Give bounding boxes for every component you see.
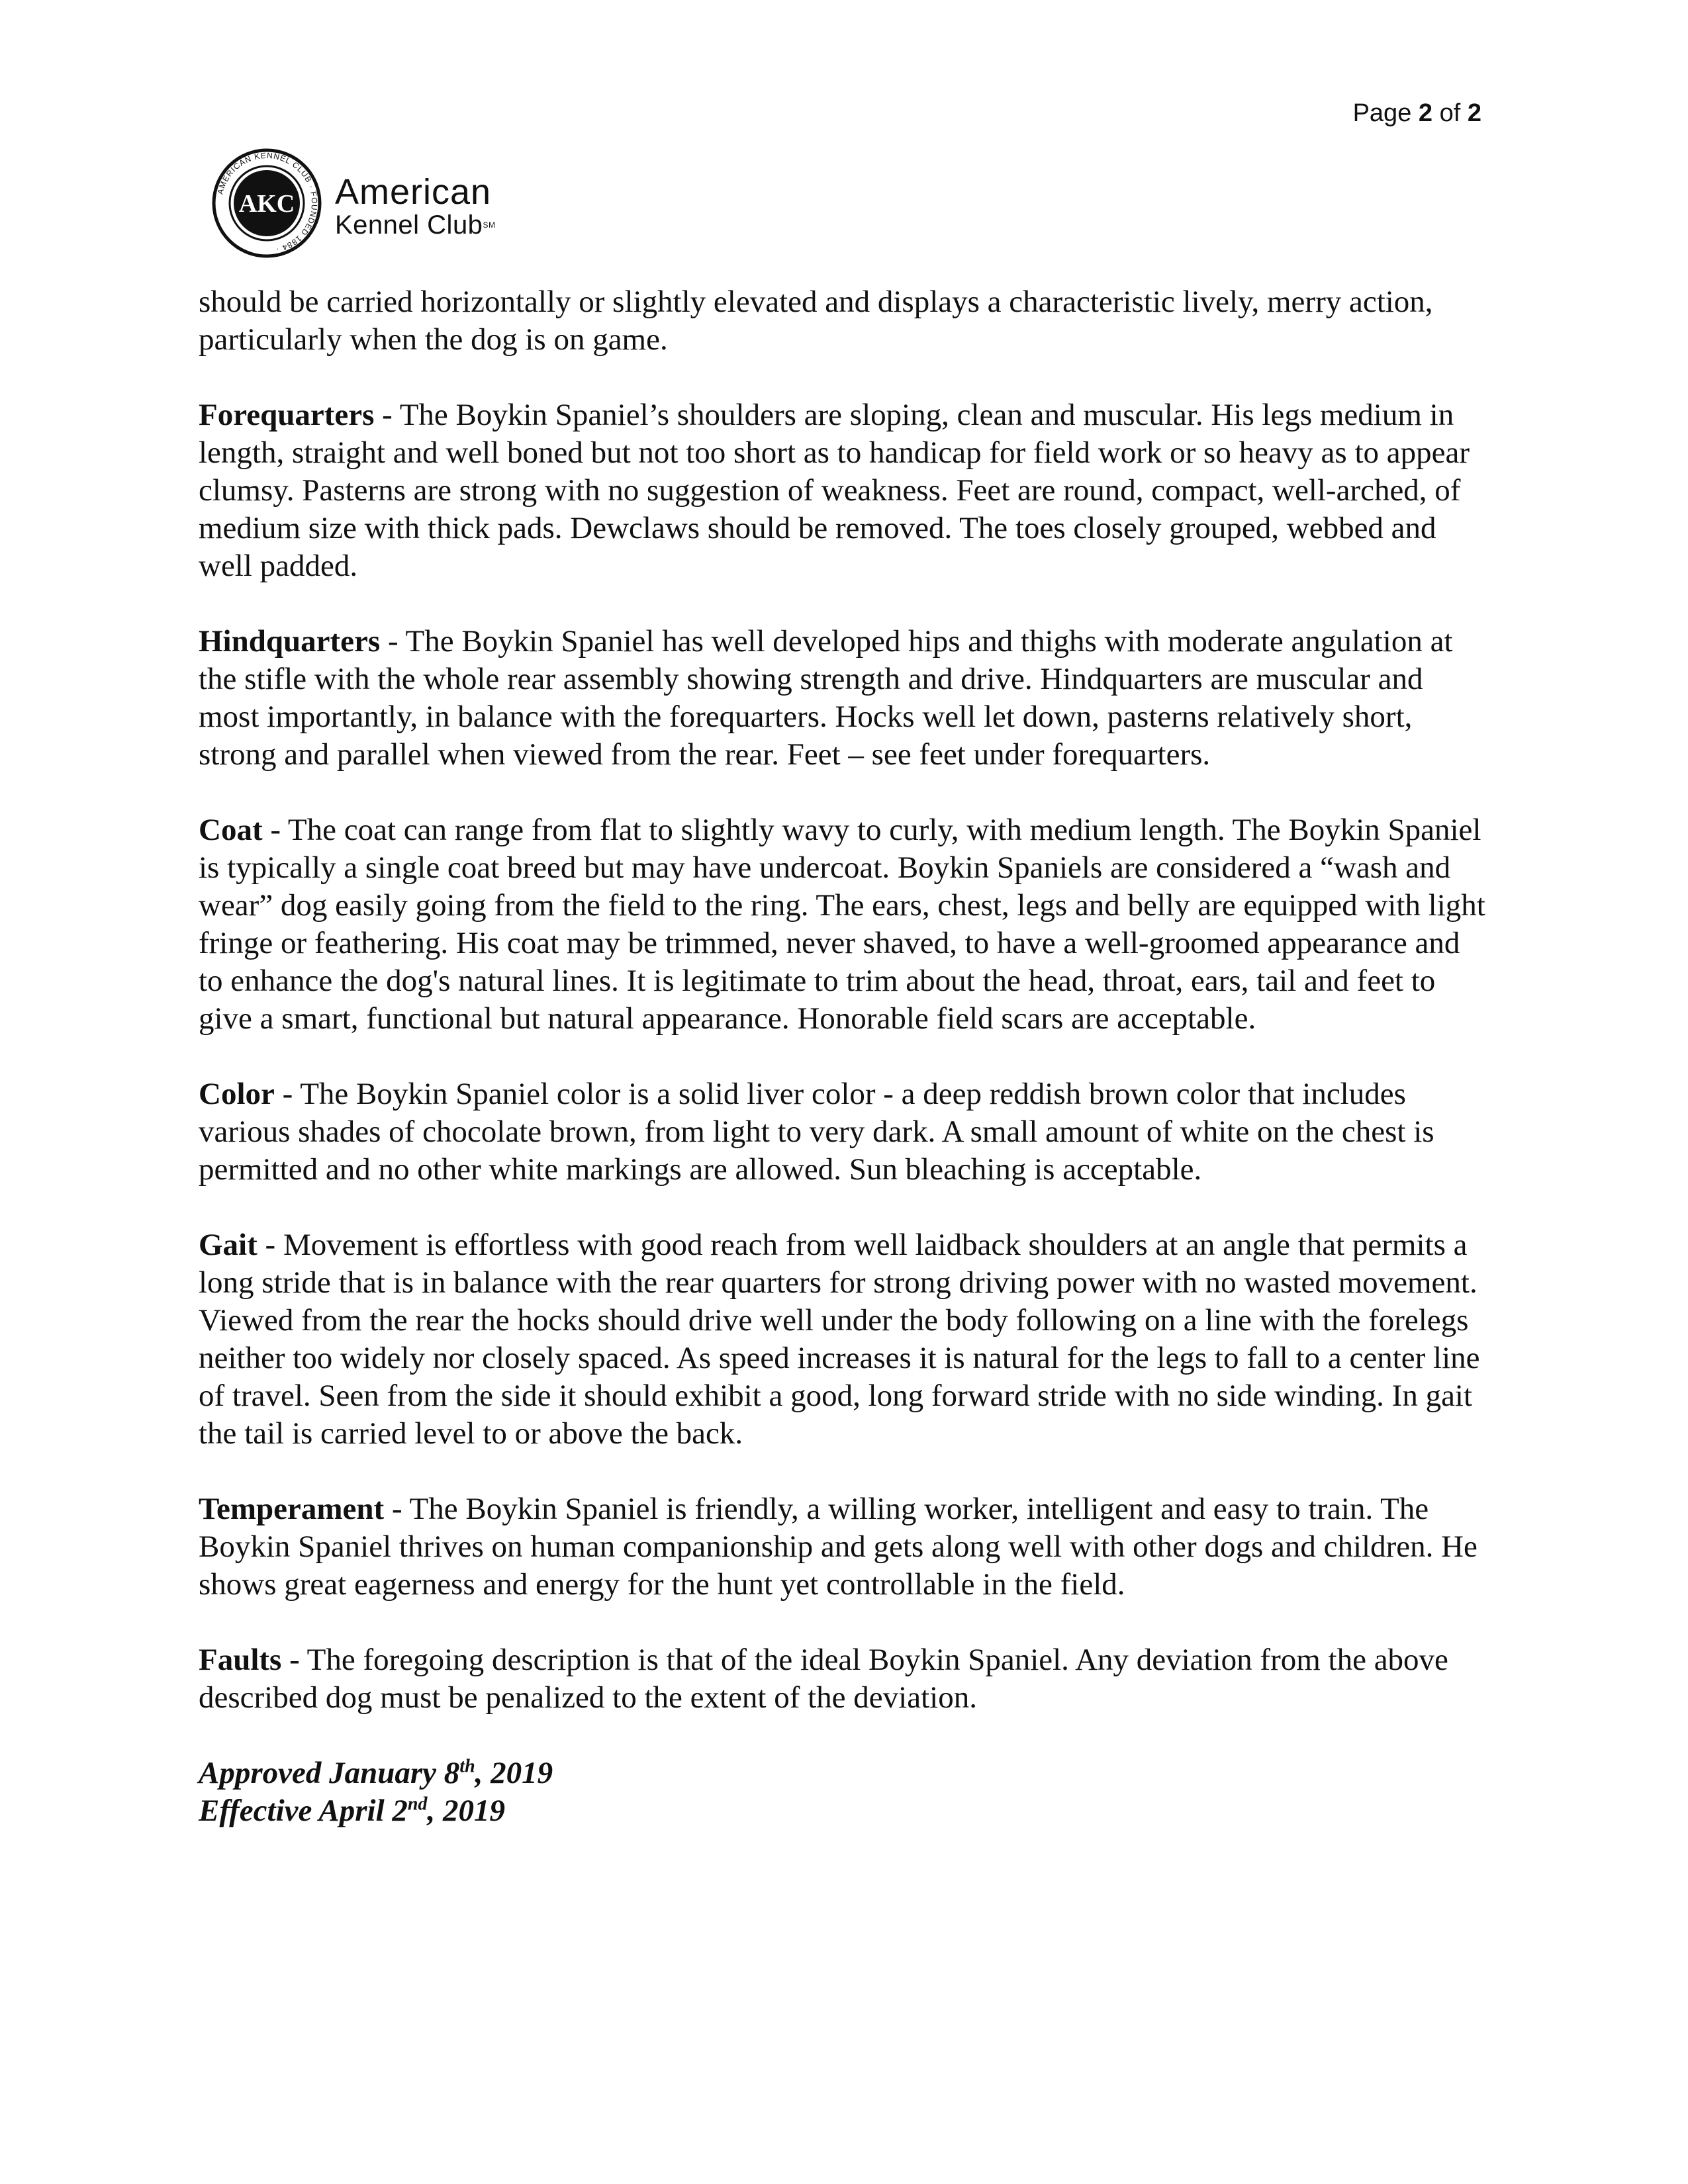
paragraph-gait: Gait - Movement is effortless with good reach from well laidback shoulders at an angle that permits a long stride that is in balance with the rear quarters for strong driving power with no wasted movement. Viewed from the rear the hocks should drive well under the body following on a line with the forelegs neither too widely nor closely spaced. As speed increases it is natural for the legs to fall to a center line of travel. Seen from the side it should exhibit a good, long forward stride with no side winding. In gait the tail is carried level to or above the back. — [199, 1228, 1480, 1451]
effective-date: Effective April 2nd, 2019 — [199, 1794, 505, 1828]
svg-text:AKC: AKC — [238, 190, 295, 218]
page-of: of — [1439, 99, 1461, 127]
page-current: 2 — [1418, 99, 1433, 127]
paragraph-text: The coat can range from flat to slightly wavy to curly, with medium length. The Boykin Spaniel is typically a single coat breed but may have undercoat. Boykin Spaniels are considered a “wash and wear” dog easily going from the field to the ring. The ears, chest, legs and belly are equipped with light fringe or feathering. His coat may be trimmed, never shaved, to have a well-groomed appearance and to enhance the dog's natural lines. It is legitimate to trim about the head, throat, ears, tail and feet to give a smart, functional but natural appearance. Honorable field scars are acceptable. — [199, 813, 1485, 1036]
section-heading: Coat — [199, 813, 263, 847]
paragraph-text: The foregoing description is that of the ideal Boykin Spaniel. Any deviation from the above described dog must be penalized to the extent of the deviation. — [199, 1643, 1448, 1715]
section-heading: Forequarters — [199, 398, 375, 432]
paragraph-coat: Coat - The coat can range from flat to slightly wavy to curly, with medium length. The Boykin Spaniel is typically a single coat breed but may have undercoat. Boykin Spaniels are considered a “wash and wear” dog easily going from the field to the ring. The ears, chest, legs and belly are equipped with light fringe or feathering. His coat may be trimmed, never shaved, to have a well-groomed appearance and to enhance the dog's natural lines. It is legitimate to trim about the head, throat, ears, tail and feet to give a smart, functional but natural appearance. Honorable field scars are acceptable. — [199, 813, 1485, 1036]
paragraph-text: The Boykin Spaniel’s shoulders are sloping, clean and muscular. His legs medium in length, straight and well boned but not too short as to handicap for field work or so heavy as to appear clumsy. Pasterns are strong with no suggestion of weakness. Feet are round, compact, well-arched, of medium size with thick pads. Dewclaws should be removed. The toes closely grouped, webbed and well padded. — [199, 398, 1470, 583]
paragraph-text: The Boykin Spaniel color is a solid liver color - a deep reddish brown color that includes various shades of chocolate brown, from light to very dark. A small amount of white on the chest is permitted and no other white markings are allowed. Sun bleaching is acceptable. — [199, 1077, 1434, 1187]
paragraph-forequarters: Forequarters - The Boykin Spaniel’s shoulders are sloping, clean and muscular. His legs medium in length, straight and well boned but not too short as to handicap for field work or so heavy as to appear clumsy. Pasterns are strong with no suggestion of weakness. Feet are round, compact, well-arched, of medium size with thick pads. Dewclaws should be removed. The toes closely grouped, webbed and well padded. — [199, 398, 1470, 583]
paragraph-faults: Faults - The foregoing description is that of the ideal Boykin Spaniel. Any deviation from the above described dog must be penalized to the extent of the deviation. — [199, 1643, 1448, 1715]
paragraph-text: The Boykin Spaniel is friendly, a willing worker, intelligent and easy to train. The Boykin Spaniel thrives on human companionship and gets along well with other dogs and children. He shows great eagerness and energy for the hunt yet controllable in the field. — [199, 1492, 1477, 1602]
paragraph-color: Color - The Boykin Spaniel color is a solid liver color - a deep reddish brown color that includes various shades of chocolate brown, from light to very dark. A small amount of white on the chest is permitted and no other white markings are allowed. Sun bleaching is acceptable. — [199, 1077, 1434, 1187]
svg-text:AMERICAN KENNEL CLUB · FOUNDED: AMERICAN KENNEL CLUB · FOUNDED 1884 · — [215, 150, 320, 255]
logo-line-1: American — [335, 172, 492, 212]
page-word: Page — [1352, 99, 1412, 127]
logo-wordmark — [335, 173, 495, 240]
paragraph-text: The Boykin Spaniel has well developed hips and thighs with moderate angulation at the stifle with the whole rear assembly showing strength and drive. Hindquarters are muscular and most importantly, in balance with the forequarters. Hocks well let down, pasterns relatively short, strong and parallel when viewed from the rear. Feet – see feet under forequarters. — [199, 624, 1453, 772]
paragraph-text: Movement is effortless with good reach from well laidback shoulders at an angle that permits a long stride that is in balance with the rear quarters for strong driving power with no wasted movement. Viewed from the rear the hocks should drive well under the body following on a line with the forelegs neither too widely nor closely spaced. As speed increases it is natural for the legs to fall to a center line of travel. Seen from the side it should exhibit a good, long forward stride with no side winding. In gait the tail is carried level to or above the back. — [199, 1228, 1480, 1451]
akc-seal-icon — [211, 147, 323, 259]
section-heading: Temperament — [199, 1492, 385, 1526]
paragraph-hindquarters: Hindquarters - The Boykin Spaniel has well developed hips and thighs with moderate angulation at the stifle with the whole rear assembly showing strength and drive. Hindquarters are muscular and most importantly, in balance with the forequarters. Hocks well let down, pasterns relatively short, strong and parallel when viewed from the rear. Feet – see feet under forequarters. — [199, 624, 1453, 772]
paragraph-text: should be carried horizontally or slightly elevated and displays a characteristic lively, merry action, particularly when the dog is on game. — [199, 285, 1433, 357]
paragraph-tail — [199, 283, 1489, 359]
section-heading: Faults — [199, 1643, 282, 1677]
approval-dates — [199, 1754, 1489, 1830]
section-heading: Color — [199, 1077, 275, 1111]
page-number — [1353, 99, 1481, 128]
document-body — [199, 283, 1489, 1830]
paragraph-temperament: Temperament - The Boykin Spaniel is friendly, a willing worker, intelligent and easy to train. The Boykin Spaniel thrives on human companionship and gets along well with other dogs and children. He shows great eagerness and energy for the hunt yet controllable in the field. — [199, 1492, 1477, 1602]
akc-logo — [211, 147, 515, 259]
logo-line-2: Kennel Club℠ — [335, 210, 496, 240]
section-heading: Gait — [199, 1228, 258, 1262]
section-heading: Hindquarters — [199, 624, 381, 659]
page-total: 2 — [1467, 99, 1481, 127]
approved-date: Approved January 8th, 2019 — [199, 1756, 553, 1790]
